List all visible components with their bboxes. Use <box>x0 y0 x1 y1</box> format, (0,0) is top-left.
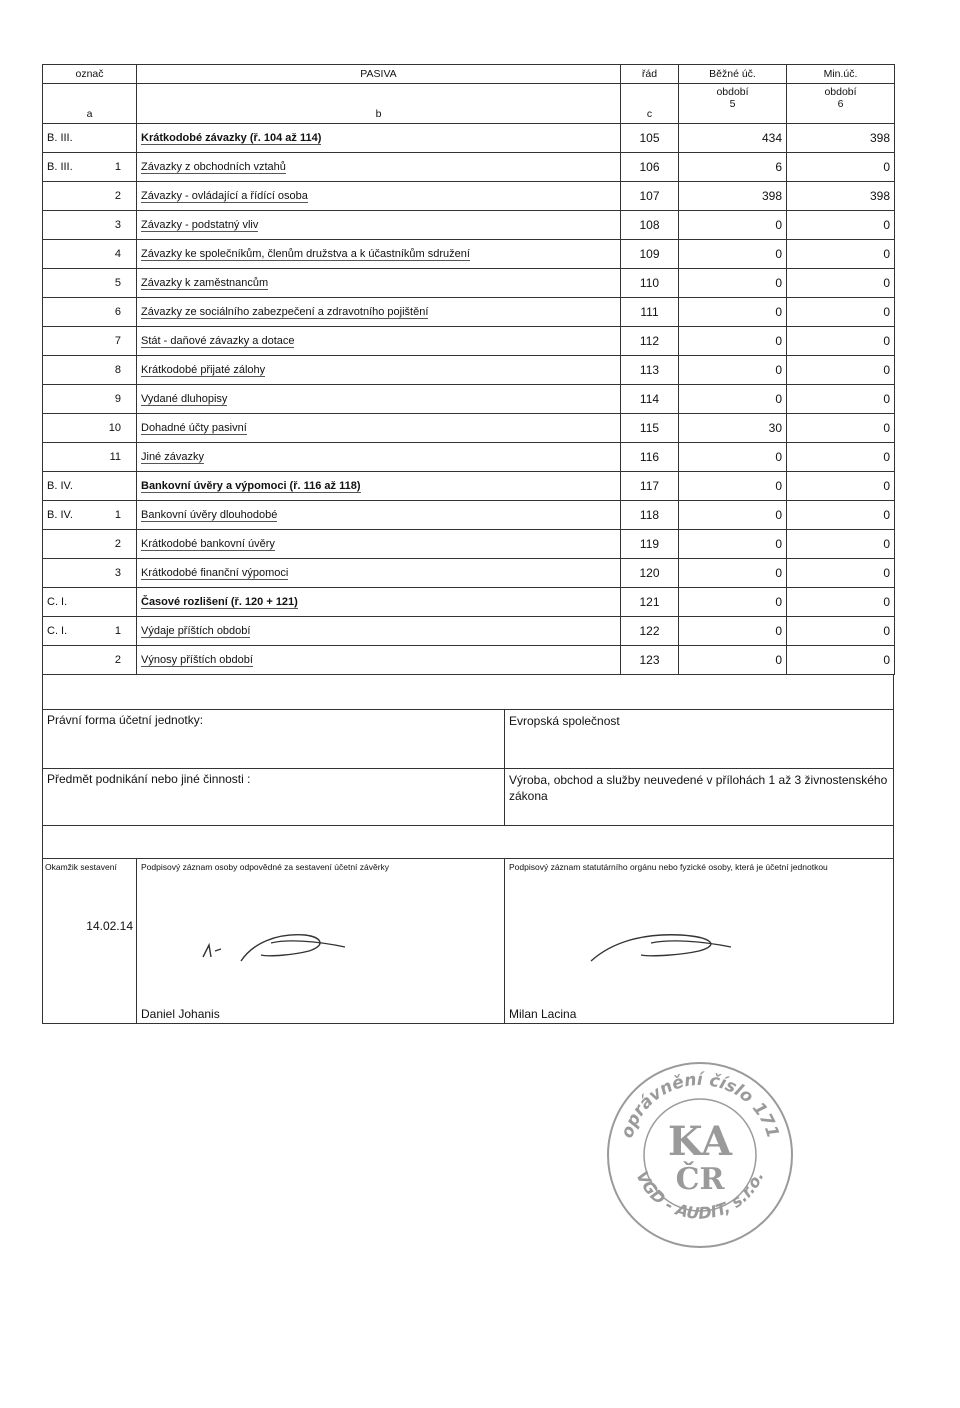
row-label-cell <box>137 211 621 240</box>
row-label: Krátkodobé bankovní úvěry <box>141 538 275 550</box>
row-current-period: 0 <box>679 356 787 385</box>
table-row <box>43 588 895 617</box>
table-row <box>43 153 895 182</box>
row-line-number: 109 <box>621 240 679 269</box>
blank-row <box>43 825 893 858</box>
row-previous-period: 0 <box>787 414 895 443</box>
table-row <box>43 530 895 559</box>
row-label-cell <box>137 530 621 559</box>
row-line-number: 115 <box>621 414 679 443</box>
row-section: B. III. <box>47 132 73 144</box>
row-current-period: 0 <box>679 298 787 327</box>
header-bezne: Běžné úč. <box>679 65 787 84</box>
row-label: Bankovní úvěry dlouhodobé <box>141 509 278 521</box>
row-current-period: 0 <box>679 530 787 559</box>
business-subject-row <box>43 768 893 825</box>
row-label: Závazky - ovládající a řídící osoba <box>141 190 308 202</box>
row-previous-period: 0 <box>787 240 895 269</box>
row-label-cell <box>137 298 621 327</box>
subheader-b: b <box>137 84 621 124</box>
row-item-number: 1 <box>114 625 121 637</box>
row-item-number: 5 <box>114 277 121 289</box>
row-designation <box>43 443 137 472</box>
row-designation <box>43 269 137 298</box>
row-current-period: 6 <box>679 153 787 182</box>
row-designation <box>43 472 137 501</box>
row-designation <box>43 588 137 617</box>
row-label: Závazky z obchodních vztahů <box>141 161 286 173</box>
table-row <box>43 501 895 530</box>
legal-form-value: Evropská společnost <box>509 714 620 728</box>
table-row <box>43 124 895 153</box>
row-previous-period: 0 <box>787 327 895 356</box>
row-label-cell <box>137 559 621 588</box>
statutory-signature-cell <box>505 859 893 1023</box>
row-current-period: 0 <box>679 501 787 530</box>
row-designation <box>43 501 137 530</box>
accountant-signature-label: Podpisový záznam osoby odpovědné za sestavení účetní závěrky <box>141 862 390 872</box>
row-label: Výnosy příštích období <box>141 654 253 666</box>
row-line-number: 106 <box>621 153 679 182</box>
row-item-number: 4 <box>114 248 121 260</box>
header-oznac: označ <box>43 65 137 84</box>
handwritten-signature-icon <box>197 921 357 971</box>
row-label-cell <box>137 588 621 617</box>
row-previous-period: 0 <box>787 269 895 298</box>
row-label-cell <box>137 617 621 646</box>
row-line-number: 121 <box>621 588 679 617</box>
row-label: Krátkodobé finanční výpomoci <box>141 567 289 579</box>
row-label-cell <box>137 356 621 385</box>
row-item-number: 8 <box>114 364 121 376</box>
row-line-number: 114 <box>621 385 679 414</box>
row-designation <box>43 153 137 182</box>
row-label: Bankovní úvěry a výpomoci (ř. 116 až 118) <box>141 480 361 492</box>
subheader-5 <box>679 84 787 124</box>
row-item-number: 9 <box>114 393 121 405</box>
row-item-number: 6 <box>114 306 121 318</box>
signature-row <box>43 858 893 1023</box>
row-label-cell <box>137 182 621 211</box>
row-item-number: 10 <box>108 422 121 434</box>
row-label-cell <box>137 414 621 443</box>
table-row <box>43 385 895 414</box>
row-line-number: 119 <box>621 530 679 559</box>
table-row <box>43 211 895 240</box>
auditor-stamp-icon <box>600 1055 800 1255</box>
row-line-number: 108 <box>621 211 679 240</box>
header-pasiva: PASIVA <box>137 65 621 84</box>
row-previous-period: 0 <box>787 530 895 559</box>
row-previous-period: 0 <box>787 646 895 675</box>
row-label: Krátkodobé závazky (ř. 104 až 114) <box>141 132 322 144</box>
row-current-period: 0 <box>679 617 787 646</box>
row-previous-period: 0 <box>787 356 895 385</box>
row-current-period: 0 <box>679 211 787 240</box>
svg-text:ČR: ČR <box>675 1162 725 1197</box>
row-current-period: 0 <box>679 646 787 675</box>
statutory-name: Milan Lacina <box>509 1007 577 1021</box>
row-previous-period: 0 <box>787 153 895 182</box>
row-designation <box>43 240 137 269</box>
row-designation <box>43 327 137 356</box>
row-previous-period: 0 <box>787 501 895 530</box>
row-label: Závazky k zaměstnancům <box>141 277 269 289</box>
row-label-cell <box>137 501 621 530</box>
table-row <box>43 356 895 385</box>
liabilities-table <box>42 64 895 675</box>
row-current-period: 398 <box>679 182 787 211</box>
row-label: Závazky ke společníkům, členům družstva a k účastníkům sdružení <box>141 248 470 260</box>
row-section: B. III. <box>47 161 73 173</box>
row-item-number: 11 <box>109 451 121 463</box>
row-designation <box>43 617 137 646</box>
table-row <box>43 269 895 298</box>
row-item-number: 1 <box>114 509 121 521</box>
header-rad: řád <box>621 65 679 84</box>
table-row <box>43 327 895 356</box>
row-current-period: 0 <box>679 327 787 356</box>
row-previous-period: 0 <box>787 472 895 501</box>
row-line-number: 117 <box>621 472 679 501</box>
row-previous-period: 0 <box>787 588 895 617</box>
subheader-a: a <box>43 84 137 124</box>
row-current-period: 434 <box>679 124 787 153</box>
row-label-cell <box>137 443 621 472</box>
row-previous-period: 398 <box>787 124 895 153</box>
row-label-cell <box>137 269 621 298</box>
balance-sheet-page <box>42 64 894 1024</box>
row-current-period: 0 <box>679 443 787 472</box>
row-label: Závazky - podstatný vliv <box>141 219 259 231</box>
svg-text:KA: KA <box>667 1118 733 1165</box>
row-section: B. IV. <box>47 509 73 521</box>
row-section: B. IV. <box>47 480 73 492</box>
row-label: Krátkodobé přijaté zálohy <box>141 364 266 376</box>
row-line-number: 113 <box>621 356 679 385</box>
row-item-number: 1 <box>114 161 121 173</box>
row-designation <box>43 356 137 385</box>
row-line-number: 120 <box>621 559 679 588</box>
moment-cell <box>43 859 137 1023</box>
column-number-5: 5 <box>729 98 736 110</box>
row-previous-period: 0 <box>787 385 895 414</box>
row-previous-period: 0 <box>787 443 895 472</box>
row-label-cell <box>137 327 621 356</box>
row-label-cell <box>137 646 621 675</box>
row-previous-period: 398 <box>787 182 895 211</box>
row-previous-period: 0 <box>787 298 895 327</box>
table-row <box>43 617 895 646</box>
row-designation <box>43 414 137 443</box>
row-line-number: 112 <box>621 327 679 356</box>
handwritten-signature-icon <box>581 921 741 971</box>
row-item-number: 3 <box>114 219 121 231</box>
compilation-date: 14.02.14 <box>86 919 133 933</box>
row-label-cell <box>137 124 621 153</box>
row-section: C. I. <box>47 625 68 637</box>
row-current-period: 0 <box>679 269 787 298</box>
row-designation <box>43 530 137 559</box>
table-row <box>43 472 895 501</box>
statutory-signature-label: Podpisový záznam statutárního orgánu nebo fyzické osoby, která je účetní jednotkou <box>509 862 828 872</box>
accountant-signature-cell <box>137 859 505 1023</box>
row-item-number: 2 <box>114 538 121 550</box>
table-row <box>43 443 895 472</box>
row-label: Vydané dluhopisy <box>141 393 228 405</box>
blank-row <box>43 675 893 709</box>
row-item-number: 2 <box>114 190 121 202</box>
row-label: Časové rozlišení (ř. 120 + 121) <box>141 596 298 608</box>
business-subject-value: Výroba, obchod a služby neuvedené v přílohách 1 až 3 živnostenského zákona <box>509 773 888 803</box>
row-current-period: 0 <box>679 240 787 269</box>
accountant-name: Daniel Johanis <box>141 1007 220 1021</box>
table-row <box>43 646 895 675</box>
row-previous-period: 0 <box>787 559 895 588</box>
row-current-period: 0 <box>679 472 787 501</box>
row-designation <box>43 124 137 153</box>
table-row <box>43 240 895 269</box>
row-current-period: 0 <box>679 559 787 588</box>
row-label-cell <box>137 240 621 269</box>
table-subheader-row <box>43 84 895 124</box>
row-label: Výdaje příštích období <box>141 625 251 637</box>
row-section: C. I. <box>47 596 68 608</box>
table-header-row <box>43 65 895 84</box>
row-line-number: 107 <box>621 182 679 211</box>
row-designation <box>43 559 137 588</box>
row-previous-period: 0 <box>787 211 895 240</box>
row-previous-period: 0 <box>787 617 895 646</box>
subheader-c: c <box>621 84 679 124</box>
row-line-number: 118 <box>621 501 679 530</box>
row-label: Stát - daňové závazky a dotace <box>141 335 295 347</box>
row-current-period: 30 <box>679 414 787 443</box>
row-label-cell <box>137 385 621 414</box>
row-line-number: 111 <box>621 298 679 327</box>
row-designation <box>43 182 137 211</box>
table-row <box>43 559 895 588</box>
row-label: Jiné závazky <box>141 451 204 463</box>
svg-text:VGD - AUDIT, s.r.o.: VGD - AUDIT, s.r.o. <box>632 1167 768 1223</box>
row-line-number: 116 <box>621 443 679 472</box>
svg-text:oprávnění číslo 171: oprávnění číslo 171 <box>617 1069 783 1141</box>
moment-label: Okamžik sestavení <box>45 862 117 872</box>
row-label-cell <box>137 472 621 501</box>
subheader-6 <box>787 84 895 124</box>
row-designation <box>43 646 137 675</box>
row-item-number: 2 <box>114 654 121 666</box>
row-designation <box>43 211 137 240</box>
table-row <box>43 414 895 443</box>
table-row <box>43 298 895 327</box>
row-label: Závazky ze sociálního zabezpečení a zdravotního pojištění <box>141 306 429 318</box>
row-current-period: 0 <box>679 588 787 617</box>
row-label: Dohadné účty pasivní <box>141 422 247 434</box>
row-designation <box>43 385 137 414</box>
info-block <box>42 675 894 1024</box>
row-line-number: 105 <box>621 124 679 153</box>
row-line-number: 122 <box>621 617 679 646</box>
obdobi-label: období <box>824 86 857 98</box>
row-current-period: 0 <box>679 385 787 414</box>
row-line-number: 110 <box>621 269 679 298</box>
legal-form-label: Právní forma účetní jednotky: <box>43 710 505 768</box>
column-number-6: 6 <box>837 98 844 110</box>
legal-form-row <box>43 709 893 768</box>
row-designation <box>43 298 137 327</box>
table-row <box>43 182 895 211</box>
row-item-number: 7 <box>114 335 121 347</box>
obdobi-label: období <box>716 86 749 98</box>
row-label-cell <box>137 153 621 182</box>
header-min: Min.úč. <box>787 65 895 84</box>
row-line-number: 123 <box>621 646 679 675</box>
business-subject-label: Předmět podnikání nebo jiné činnosti : <box>43 769 505 825</box>
row-item-number: 3 <box>114 567 121 579</box>
